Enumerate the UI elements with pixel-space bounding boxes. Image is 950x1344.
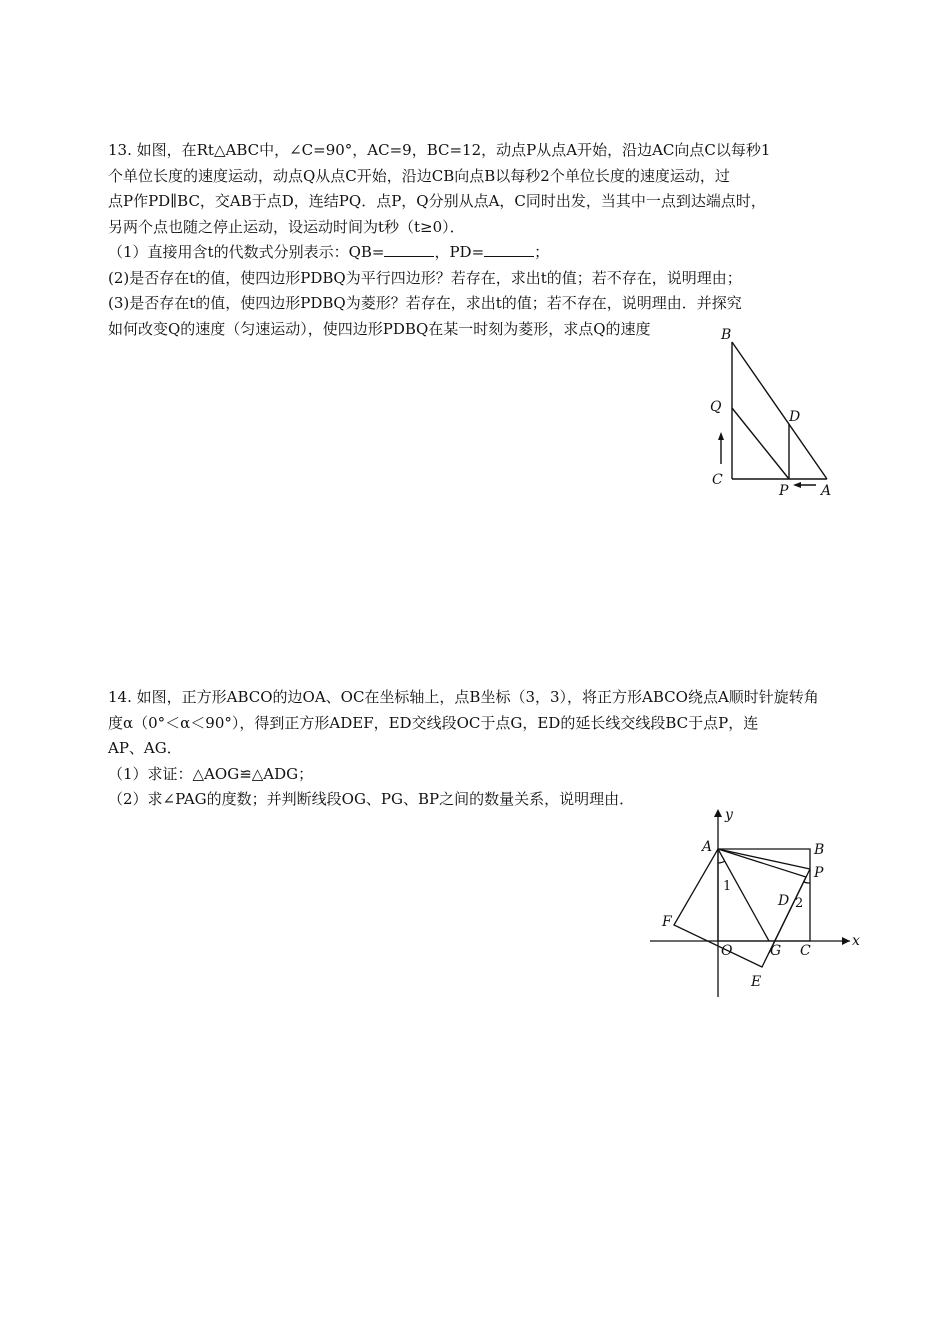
q13-part2: (2)是否存在t的值，使四边形PDBQ为平行四边形？若存在，求出t的值；若不存在，说明理由； xyxy=(108,268,742,287)
segment-ap xyxy=(718,849,810,869)
q13-part1-middle: ，PD= xyxy=(434,243,485,261)
segment-pq xyxy=(732,408,789,479)
label-angle-1: 1 xyxy=(723,879,732,894)
square-abco xyxy=(718,849,810,941)
q13-line-2: 个单位长度的速度运动，动点Q从点C开始，沿边CB向点B以每秒2个单位长度的速度运动，过 xyxy=(108,166,730,185)
q13-statement xyxy=(108,138,853,342)
q13-line-1: 13. 如图，在Rt△ABC中，∠C=90°，AC=9，BC=12，动点P从点A开始，沿边AC向点C以每秒1 xyxy=(108,141,771,159)
q13-line-4: 另两个点也随之停止运动，设运动时间为t秒（t≥0）． xyxy=(108,217,465,236)
q13-figure xyxy=(700,322,840,502)
q14-figure xyxy=(650,805,865,1005)
label-e: E xyxy=(751,974,762,990)
q13-line-3: 点P作PD∥BC，交AB于点D，连结PQ．点P，Q分别从点A，C同时出发，当其中一点到达端点时， xyxy=(108,192,766,210)
label-d: D xyxy=(778,893,790,909)
label-g: G xyxy=(770,943,782,959)
label-a: A xyxy=(702,839,713,855)
side-ab xyxy=(732,342,827,479)
label-b: B xyxy=(814,842,825,858)
pd-answer-blank[interactable] xyxy=(484,242,534,257)
label-p: P xyxy=(814,865,824,881)
q14-line-2: 度α（0°＜α＜90°），得到正方形ADEF，ED交线段OC于点G，ED的延长线交线段BC于点P，连 xyxy=(108,713,759,732)
label-p: P xyxy=(779,483,789,499)
q14-statement xyxy=(108,685,853,813)
label-c: C xyxy=(712,472,723,488)
label-x: x xyxy=(852,933,860,949)
angle-1-arc xyxy=(718,861,725,863)
q13-part3-line-1: (3)是否存在t的值，使四边形PDBQ为菱形？若存在，求出t的值；若不存在，说明理由．并探究 xyxy=(108,294,742,312)
q14-line-1: 14. 如图，正方形ABCO的边OA、OC在坐标轴上，点B坐标（3，3），将正方形ABCO绕点A顺时针旋转角 xyxy=(108,688,819,706)
q13-part1-suffix: ； xyxy=(534,243,550,261)
angle-2-arc xyxy=(804,882,810,883)
label-y: y xyxy=(725,807,733,823)
qb-answer-blank[interactable] xyxy=(384,242,434,257)
q13-part1-prefix: （1）直接用含t的代数式分别表示：QB= xyxy=(108,243,385,261)
label-o: O xyxy=(721,943,733,959)
q13-part1 xyxy=(108,240,853,266)
label-d: D xyxy=(789,409,801,425)
label-angle-2: 2 xyxy=(795,896,804,911)
label-f: F xyxy=(662,914,672,930)
label-c: C xyxy=(800,943,811,959)
q14-part1: （1）求证：△AOG≌△ADG； xyxy=(108,764,314,783)
label-a: A xyxy=(821,483,832,499)
q13-part3-line-2: 如何改变Q的速度（匀速运动），使四边形PDBQ在某一时刻为菱形，求点Q的速度 xyxy=(108,319,651,338)
q14-line-3: AP、AG． xyxy=(108,739,182,757)
q14-part2: （2）求∠PAG的度数；并判断线段OG、PG、BP之间的数量关系，说明理由． xyxy=(108,790,635,808)
label-b: B xyxy=(721,327,732,343)
label-q: Q xyxy=(710,399,722,415)
